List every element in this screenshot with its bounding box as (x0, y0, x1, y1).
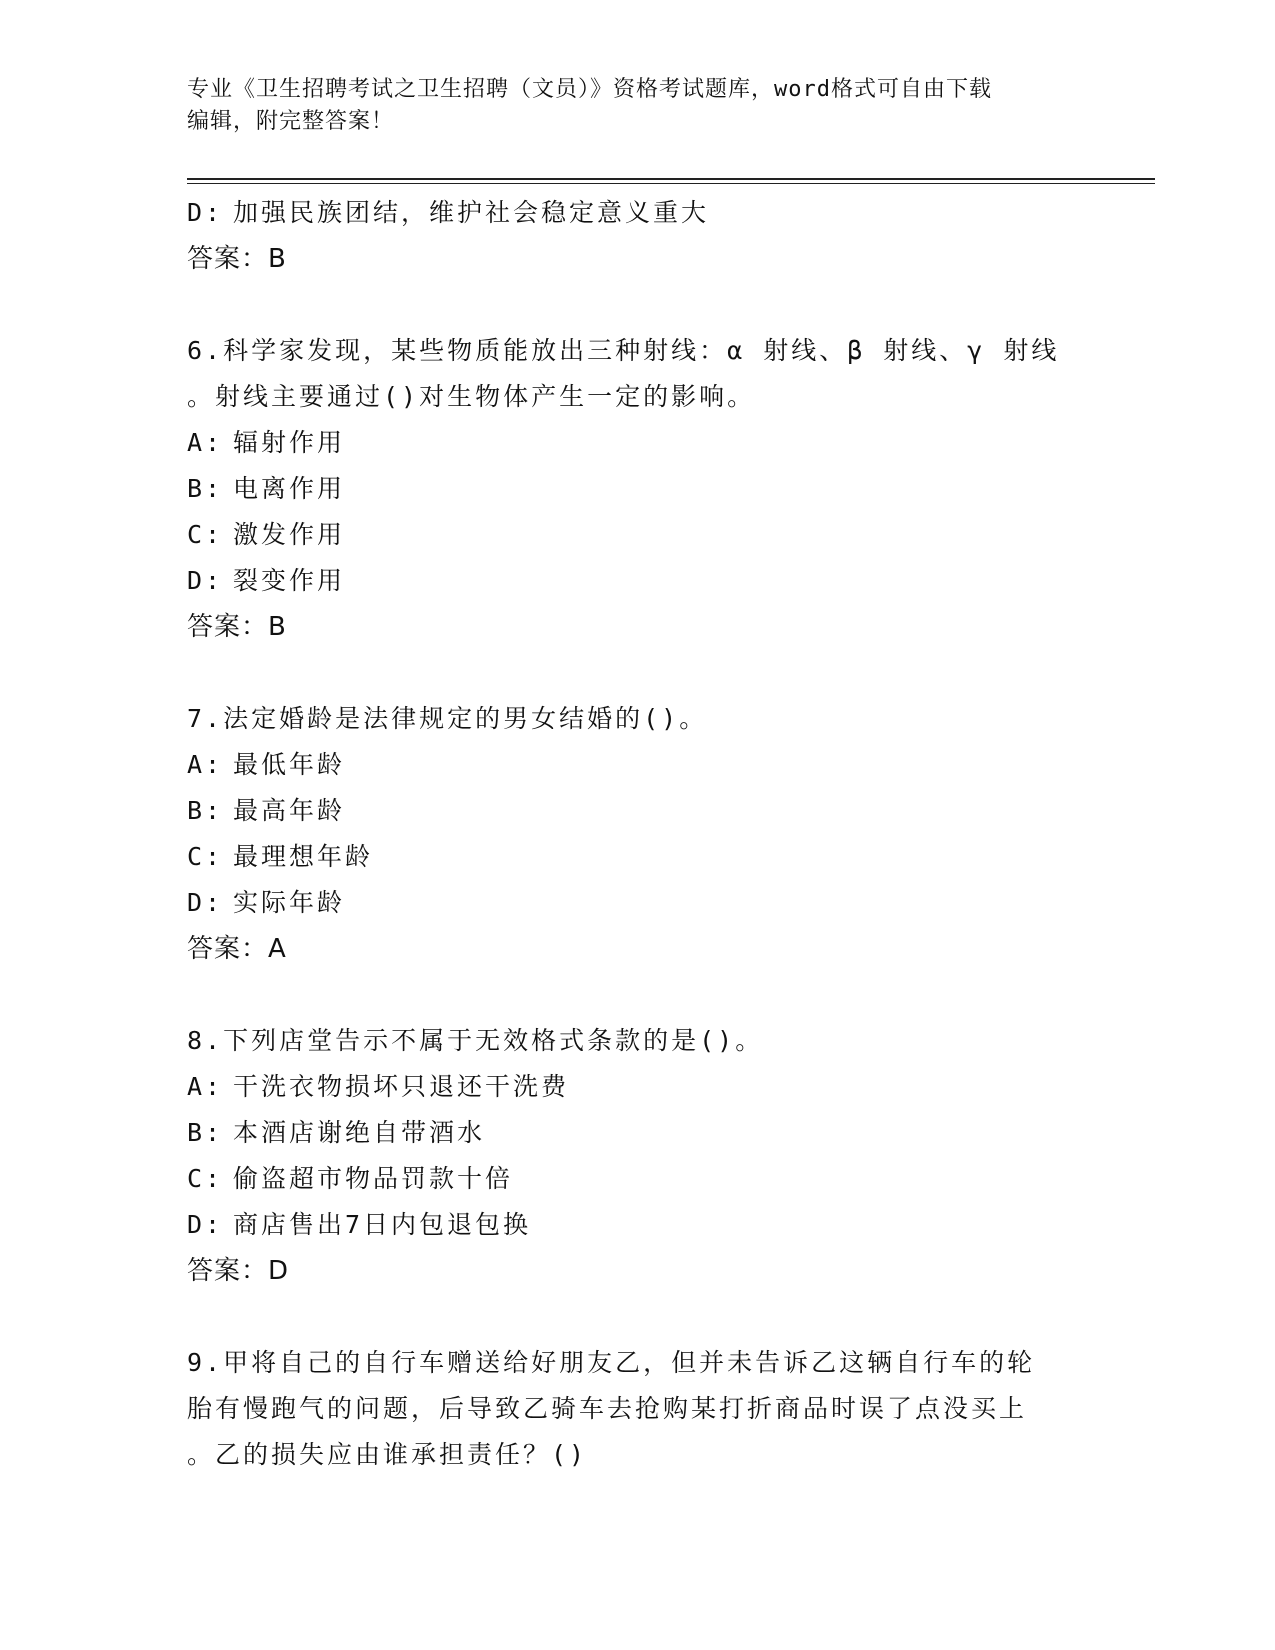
option-label: A: (187, 428, 224, 457)
option-text: 辐射作用 (233, 428, 346, 457)
option-b (187, 1110, 1087, 1156)
header-line-2: 编辑，附完整答案！ (187, 109, 395, 134)
answer: 答案：A (187, 934, 287, 964)
option-label: D: (187, 1210, 224, 1239)
option-text: 实际年龄 (233, 888, 346, 917)
question-stem: 7.法定婚龄是法律规定的男女结婚的()。 (187, 704, 708, 733)
option-text: 最理想年龄 (233, 842, 374, 871)
question-list (187, 190, 1087, 1478)
option-label: C: (187, 520, 224, 549)
spacer (187, 1294, 1087, 1340)
option-text: 裂变作用 (233, 566, 346, 595)
option-b (187, 788, 1087, 834)
spacer (187, 282, 1087, 328)
option-label: C: (187, 1164, 224, 1193)
answer: 答案：B (187, 612, 287, 642)
option-label: A: (187, 1072, 224, 1101)
question-stem: 8.下列店堂告示不属于无效格式条款的是()。 (187, 1026, 764, 1055)
question-9 (187, 1340, 1087, 1478)
option-label: C: (187, 842, 224, 871)
option-a (187, 742, 1087, 788)
question-stem-cont: 。乙的损失应由谁承担责任？() (187, 1440, 588, 1469)
question-stem-cont: 胎有慢跑气的问题，后导致乙骑车去抢购某打折商品时误了点没买上 (187, 1394, 1028, 1423)
answer: 答案：D (187, 1256, 290, 1286)
option-text: 最低年龄 (233, 750, 346, 779)
option-b (187, 466, 1087, 512)
header-divider (187, 178, 1155, 184)
spacer (187, 650, 1087, 696)
q5-option-d (187, 190, 1087, 236)
option-d (187, 558, 1087, 604)
option-text: 加强民族团结，维护社会稳定意义重大 (233, 198, 710, 227)
option-text: 商店售出7日内包退包换 (233, 1210, 532, 1239)
question-stem-cont: 。射线主要通过()对生物体产生一定的影响。 (187, 382, 756, 411)
option-text: 本酒店谢绝自带酒水 (233, 1118, 486, 1147)
page-header (187, 74, 1087, 138)
header-line-1: 专业《卫生招聘考试之卫生招聘（文员）》资格考试题库，word格式可自由下载 (187, 77, 992, 102)
option-text: 偷盗超市物品罚款十倍 (233, 1164, 514, 1193)
option-a (187, 420, 1087, 466)
question-stem: 6.科学家发现，某些物质能放出三种射线：α 射线、β 射线、γ 射线 (187, 336, 1060, 365)
option-text: 最高年龄 (233, 796, 346, 825)
question-7 (187, 696, 1087, 972)
option-label: B: (187, 796, 224, 825)
question-stem: 9.甲将自己的自行车赠送给好朋友乙，但并未告诉乙这辆自行车的轮 (187, 1348, 1036, 1377)
option-text: 电离作用 (233, 474, 346, 503)
q5-answer: 答案：B (187, 244, 287, 274)
option-c (187, 1156, 1087, 1202)
option-label: D: (187, 888, 224, 917)
question-6 (187, 328, 1087, 650)
option-d (187, 1202, 1087, 1248)
option-label: D: (187, 198, 224, 227)
option-a (187, 1064, 1087, 1110)
option-label: A: (187, 750, 224, 779)
option-label: B: (187, 1118, 224, 1147)
spacer (187, 972, 1087, 1018)
option-c (187, 834, 1087, 880)
option-text: 干洗衣物损坏只退还干洗费 (233, 1072, 570, 1101)
option-label: D: (187, 566, 224, 595)
option-d (187, 880, 1087, 926)
option-c (187, 512, 1087, 558)
question-8 (187, 1018, 1087, 1294)
option-text: 激发作用 (233, 520, 346, 549)
option-label: B: (187, 474, 224, 503)
